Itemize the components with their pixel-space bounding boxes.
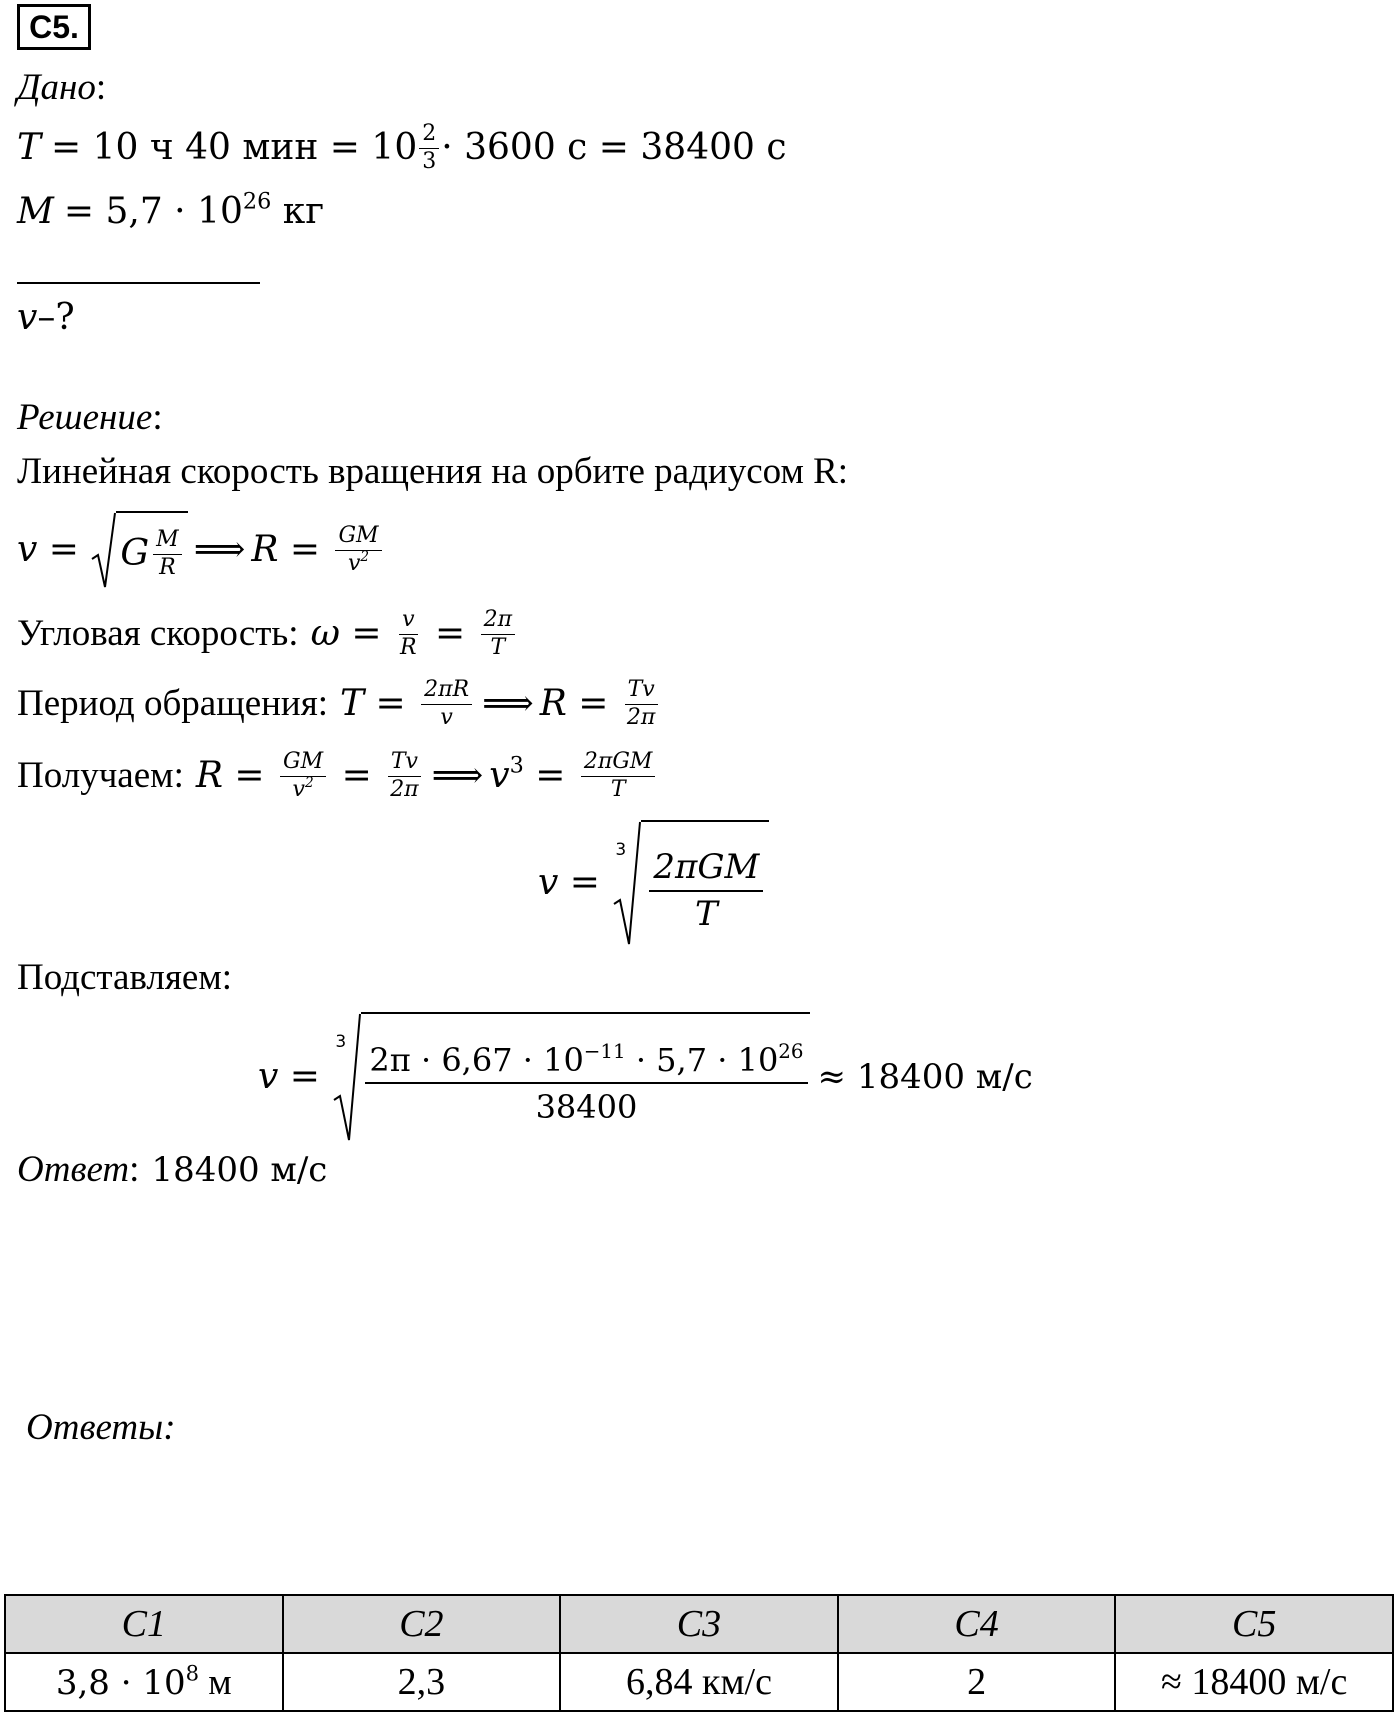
answers-header-cell: C4 xyxy=(838,1595,1116,1653)
given-period-line: T = 10 ч 40 мин = 10 $\frac{2}{3}$ · 3600 с = 38400 с xyxy=(17,121,787,174)
task-label: C5. xyxy=(17,4,91,50)
answers-value-cell: 2 xyxy=(838,1653,1116,1711)
equation-period: Период обращения: T = $\frac{2\pi R}{v}$ ⟹ R = $\frac{Tv}{2\pi}$ xyxy=(17,670,662,738)
equation-substitute: v = 3 $\frac{2\pi \cdot 6,67 \cdot 10^{-11} \cdot 5,7 \cdot 10^{26}}{38400}$ ≈ 18400 м/с xyxy=(258,1010,1033,1144)
substitute-label: Подставляем: xyxy=(17,957,233,998)
cube-root-symbol: 3 $\frac{2\pi \cdot 6,67 \cdot 10^{-11} \cdot 5,7 \cdot 10^{26}}{38400}$ xyxy=(331,1012,809,1142)
equation-linear-speed: v = G $\frac{M}{R}$ ⟹ R = $\frac{GM}{v^2}$ xyxy=(17,508,386,592)
equation-result: Получаем: R = $\frac{GM}{v^2}$ = $\frac{Tv}{2\pi}$ ⟹ $v^3$ = $\frac{\text{2πGM}}{T}$ xyxy=(17,742,659,810)
equation-angular: Угловая скорость: ω = $\frac{v}{R}$ = $\frac{2\pi}{T}$ xyxy=(17,600,519,668)
answers-header-cell: C3 xyxy=(560,1595,838,1653)
solution-intro: Линейная скорость вращения на орбите радиусом R: xyxy=(17,451,849,492)
cube-root-symbol: 3 $\frac{\text{2πGM}}{T}$ xyxy=(611,820,769,946)
sqrt-symbol: G $\frac{M}{R}$ xyxy=(90,511,187,589)
answers-header-cell: C2 xyxy=(283,1595,561,1653)
equation-cube-root: v = 3 $\frac{\text{2πGM}}{T}$ xyxy=(538,818,769,948)
find-line: v –? xyxy=(17,297,75,338)
answers-value-cell: ≈ 18400 м/с xyxy=(1115,1653,1393,1711)
given-mass-line: M = $5,7 \cdot 10^{26}$ кг xyxy=(17,188,325,232)
answers-table xyxy=(4,1594,1394,1712)
answers-heading: Ответы: xyxy=(26,1407,176,1448)
answers-header-cell: C5 xyxy=(1115,1595,1393,1653)
given-divider xyxy=(17,282,260,284)
given-heading: Дано: xyxy=(17,67,107,108)
answers-value-cell: $3,8 \cdot 10^8$ м xyxy=(5,1653,283,1711)
answers-header-cell: C1 xyxy=(5,1595,283,1653)
answers-value-cell: 6,84 км/с xyxy=(560,1653,838,1711)
answers-value-row xyxy=(5,1653,1393,1711)
answers-value-cell: 2,3 xyxy=(283,1653,561,1711)
answers-header-row xyxy=(5,1595,1393,1653)
answer-line: Ответ : 18400 м/с xyxy=(17,1149,328,1190)
solution-heading: Решение: xyxy=(17,397,163,438)
